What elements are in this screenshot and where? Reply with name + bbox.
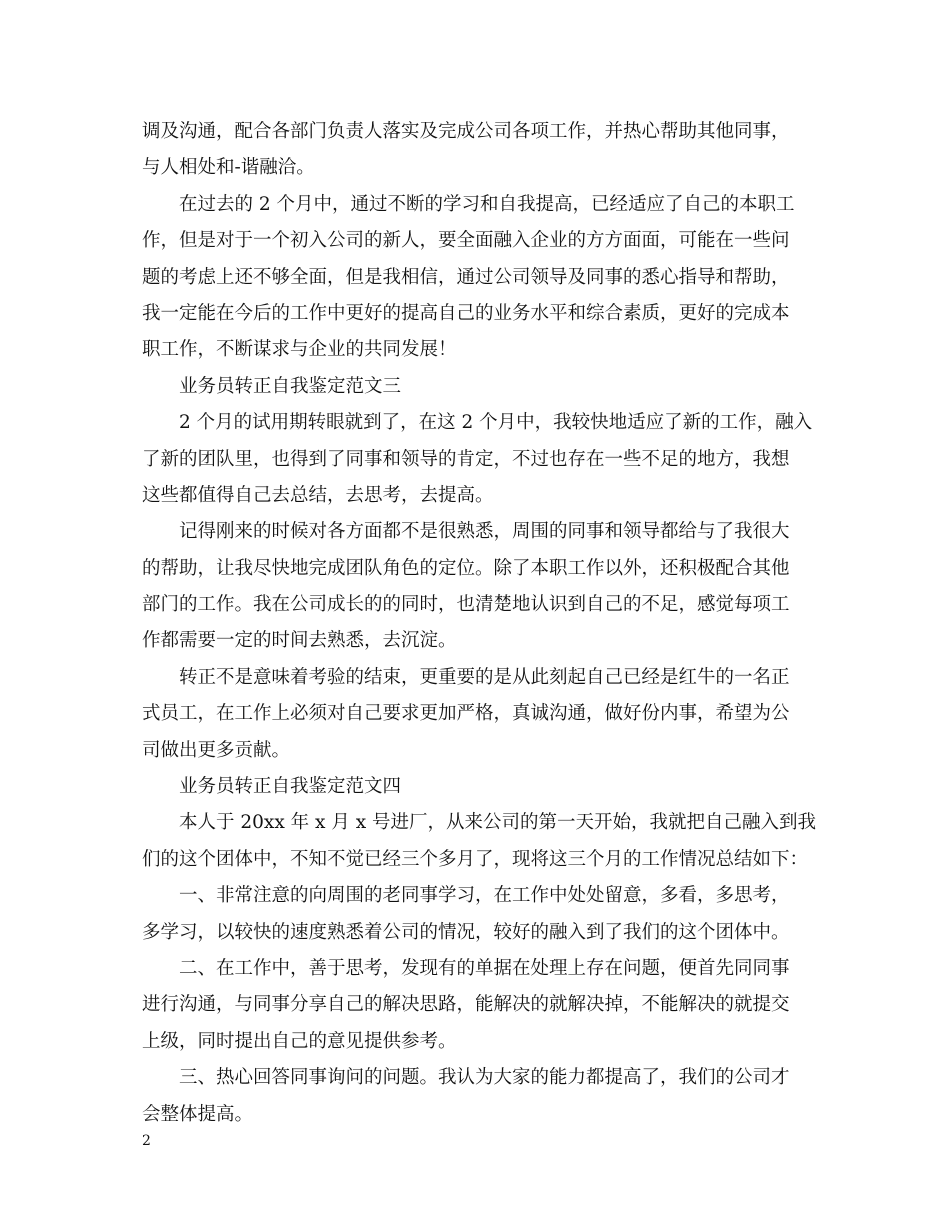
text-line: 我一定能在今后的工作中更好的提高自己的业务水平和综合素质，更好的完成本 [142, 302, 790, 324]
text-line: 会整体提高。 [142, 1103, 254, 1125]
text-line: 式员工，在工作上必须对自己要求更加严格，真诚沟通，做好份内事，希望为公 [142, 703, 790, 725]
text-line: 这些都值得自己去总结，去思考，去提高。 [142, 484, 494, 506]
text-line: 题的考虑上还不够全面，但是我相信，通过公司领导及同事的悉心指导和帮助， [142, 266, 790, 288]
text-line: 上级，同时提出自己的意见提供参考。 [142, 1030, 457, 1052]
section-heading: 业务员转正自我鉴定范文三 [179, 375, 402, 397]
text-line: 们的这个团体中，不知不觉已经三个多月了，现将这三个月的工作情况总结如下： [142, 848, 809, 870]
text-line: 的帮助，让我尽快地完成团队角色的定位。除了本职工作以外，还积极配合其他 [142, 557, 790, 579]
text-line: 与人相处和-谐融洽。 [142, 157, 315, 179]
text-line: 了新的团队里，也得到了同事和领导的肯定，不过也存在一些不足的地方，我想 [142, 448, 790, 470]
text-line: 作都需要一定的时间去熟悉，去沉淀。 [142, 630, 457, 652]
text-line: 职工作，不断谋求与企业的共同发展！ [142, 339, 457, 361]
text-line: 二、在工作中，善于思考，发现有的单据在处理上存在问题，便首先同同事 [179, 957, 790, 979]
page-number: 2 [142, 1133, 151, 1149]
text-line: 2 个月的试用期转眼就到了，在这 2 个月中，我较快地适应了新的工作，融入 [179, 412, 813, 434]
text-line: 部门的工作。我在公司成长的的同时，也清楚地认识到自己的不足，感觉每项工 [142, 594, 790, 616]
section-heading: 业务员转正自我鉴定范文四 [179, 776, 402, 798]
text-line: 司做出更多贡献。 [142, 739, 291, 761]
text-line: 作，但是对于一个初入公司的新人，要全面融入企业的方方面面，可能在一些问 [142, 230, 790, 252]
text-line: 在过去的 2 个月中，通过不断的学习和自我提高，已经适应了自己的本职工 [179, 193, 795, 215]
text-line: 多学习，以较快的速度熟悉着公司的情况，较好的融入到了我们的这个团体中。 [142, 921, 790, 943]
text-line: 记得刚来的时候对各方面都不是很熟悉，周围的同事和领导都给与了我很大 [179, 521, 790, 543]
text-line: 本人于 20xx 年 x 月 x 号进厂，从来公司的第一天开始，我就把自己融入到我 [179, 812, 817, 834]
document-body [142, 114, 817, 1133]
text-line: 调及沟通，配合各部门负责人落实及完成公司各项工作，并热心帮助其他同事， [142, 121, 790, 142]
text-line: 进行沟通，与同事分享自己的解决思路，能解决的就解决掉，不能解决的就提交 [142, 994, 790, 1016]
text-line: 三、热心回答同事询问的问题。我认为大家的能力都提高了，我们的公司才 [179, 1067, 790, 1089]
text-line: 转正不是意味着考验的结束，更重要的是从此刻起自己已经是红牛的一名正 [179, 666, 790, 688]
text-line: 一、非常注意的向周围的老同事学习，在工作中处处留意，多看，多思考， [179, 885, 790, 907]
